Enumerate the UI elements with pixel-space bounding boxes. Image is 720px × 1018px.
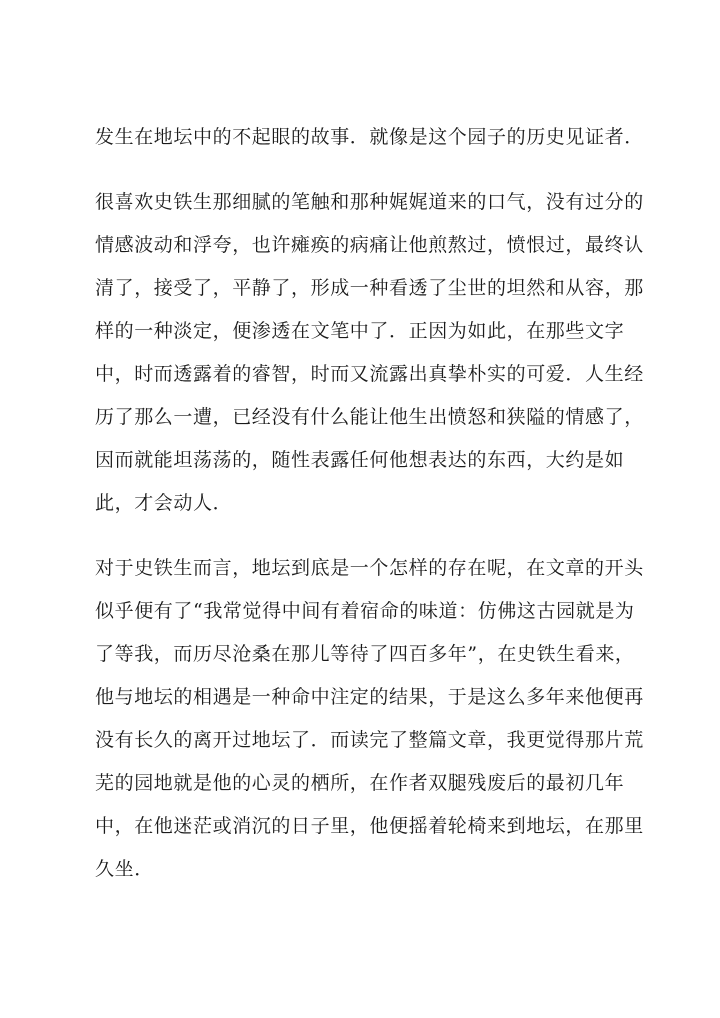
text-line: 很喜欢史铁生那细腻的笔触和那种娓娓道来的口气，没有过分的 — [95, 191, 644, 213]
text-line: 芜的园地就是他的心灵的栖所，在作者双腿残废后的最初几年 — [95, 772, 625, 794]
text-line: 情感波动和浮夸，也许瘫痪的病痛让他煎熬过，愤恨过，最终认 — [95, 234, 644, 256]
paragraph-1 — [95, 124, 644, 151]
text-line: 久坐． — [95, 858, 154, 880]
text-line: 中，时而透露着的睿智，时而又流露出真挚朴实的可爱．人生经 — [95, 363, 644, 385]
text-line: 似乎便有了“我常觉得中间有着宿命的味道：仿佛这古园就是为 — [95, 600, 635, 622]
text-line: 没有长久的离开过地坛了．而读完了整篇文章，我更觉得那片荒 — [95, 729, 644, 751]
text-line: 样的一种淡定，便渗透在文笔中了．正因为如此，在那些文字 — [95, 320, 625, 342]
text-line: 中，在他迷茫或消沉的日子里，他便摇着轮椅来到地坛，在那里 — [95, 815, 644, 837]
paragraph-2 — [95, 189, 644, 517]
text-line: 历了那么一遭，已经没有什么能让他生出愤怒和狭隘的情感了， — [95, 406, 644, 428]
text-line: 因而就能坦荡荡的，随性表露任何他想表达的东西，大约是如 — [95, 449, 625, 471]
text-line: 他与地坛的相遇是一种命中注定的结果，于是这么多年来他便再 — [95, 686, 644, 708]
text-line: 了等我，而历尽沧桑在那儿等待了四百多年”，在史铁生看来， — [95, 643, 635, 665]
paragraph-3 — [95, 555, 644, 883]
text-line: 此，才会动人． — [95, 492, 233, 514]
text-line: 发生在地坛中的不起眼的故事．就像是这个园子的历史见证者． — [95, 126, 644, 148]
text-line: 对于史铁生而言，地坛到底是一个怎样的存在呢，在文章的开头 — [95, 557, 644, 579]
text-line: 清了，接受了，平静了，形成一种看透了尘世的坦然和从容，那 — [95, 277, 644, 299]
document-page — [95, 124, 644, 883]
